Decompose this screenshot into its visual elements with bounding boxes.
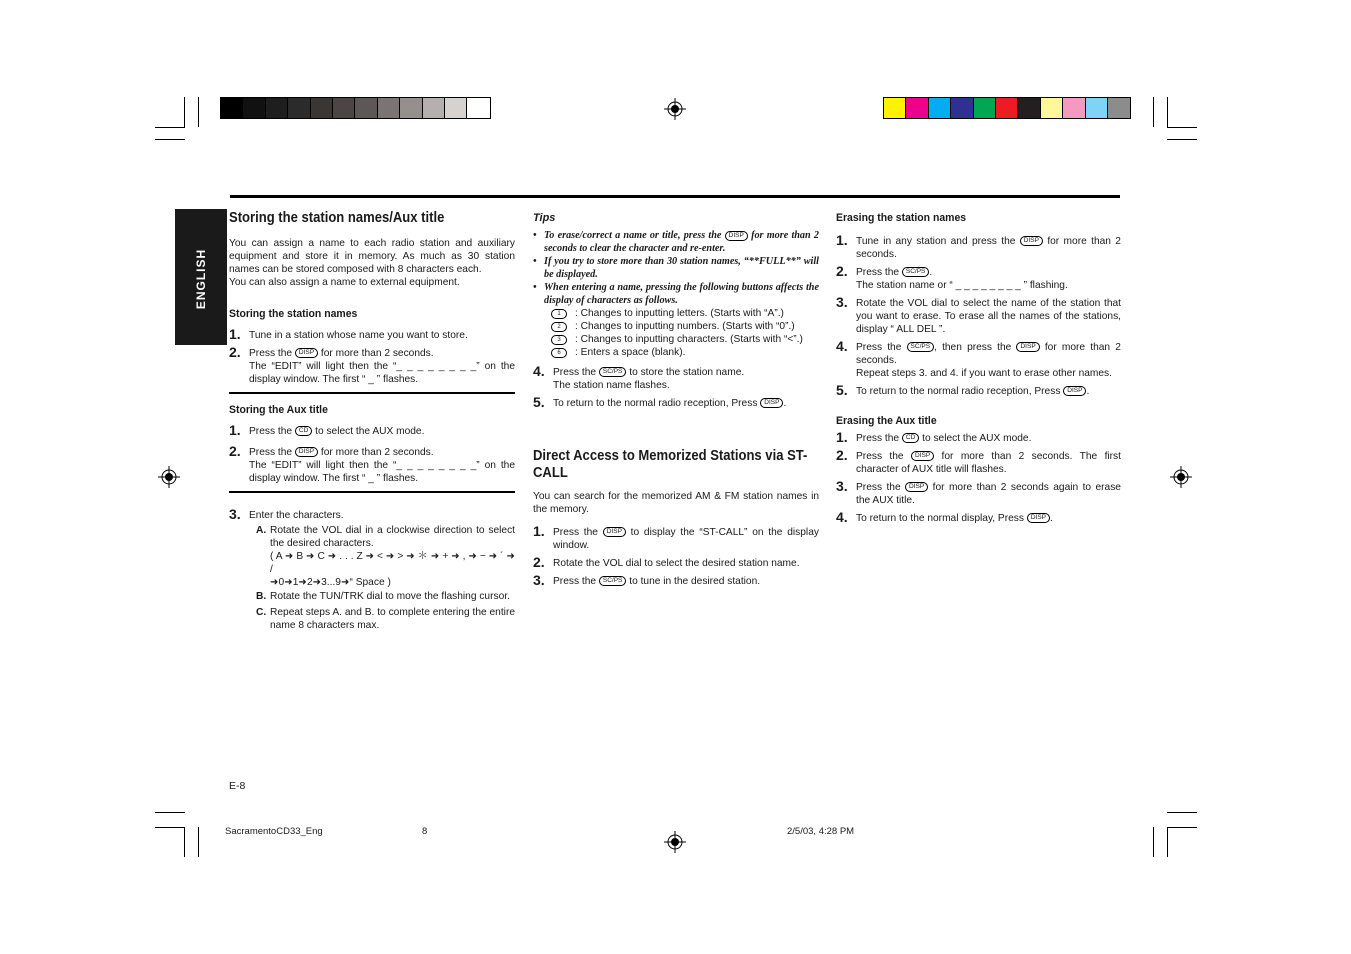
subsection-heading: Erasing the Aux title [836,415,937,427]
step: 4. Press the SC/PS , then press the DISP for more than 2 seconds. Repeat steps 3. and 4. if you want to erase other names. [836,338,1121,379]
crop-mark [1167,827,1197,828]
step: 2. Press the DISP for more than 2 seconds. The “EDIT” will light then the “_ _ _ _ _ _ _ _” on the display window. The first “ _ ” flashes. [229,443,515,484]
color-swatch [243,98,265,118]
step: 1. Press the CD to select the AUX mode. [229,422,425,438]
key-description: : Changes to inputting letters. (Starts with “A”.) [575,308,784,319]
step: 2. Press the SC/PS . The station name or “ _ _ _ _ _ _ _ _ ” flashing. [836,263,1068,291]
disp-button-icon: DISP [725,231,748,241]
color-swatch [996,98,1018,118]
color-swatch [266,98,288,118]
registration-mark-icon [664,831,686,853]
color-swatch [974,98,996,118]
intro-text: You can search for the memorized AM & FM station names in the memory. [533,491,819,515]
crop-mark [155,139,185,140]
tip-item: • When entering a name, pressing the following buttons affects the display of characters as follows. [533,282,819,306]
step: 4. Press the SC/PS to store the station name. The station name flashes. [533,363,745,391]
step: 2. Rotate the VOL dial to select the desired station name. [533,554,800,570]
number-key-icon: 1 [551,309,567,319]
key-description: : Changes to inputting numbers. (Starts with “0”.) [575,321,795,332]
subsection-heading: Erasing the station names [836,212,967,224]
sub-step: C. Repeat steps A. and B. to complete entering the entire name 8 characters max. [256,607,515,631]
column-middle [533,212,819,588]
scps-button-icon: SC/PS [902,267,930,277]
divider [229,491,515,493]
top-rule [230,195,1120,198]
step: 5. To return to the normal radio reception, Press DISP . [836,382,1090,398]
subsection-heading: Storing the Aux title [229,404,328,416]
color-swatch [333,98,355,118]
step: 1. Press the CD to select the AUX mode. [836,429,1032,445]
column-right [836,212,1121,525]
crop-mark [1167,127,1197,128]
number-key-icon: 3 [551,335,567,345]
tip-item: • If you try to store more than 30 station names, “**FULL**” will be displayed. [533,256,819,280]
disp-button-icon: DISP [905,482,928,492]
color-swatch [400,98,422,118]
step: 3. Press the DISP for more than 2 seconds again to erase the AUX title. [836,478,1121,506]
color-swatch [355,98,377,118]
color-swatch [951,98,973,118]
color-swatch [221,98,243,118]
scps-button-icon: SC/PS [599,367,627,377]
color-swatch [1108,98,1130,118]
crop-mark [155,127,185,128]
registration-mark-icon [158,466,180,488]
step: 3. Enter the characters. [229,506,344,522]
key-description: : Changes to inputting characters. (Starts with “<”.) [575,334,803,345]
crop-mark [1153,97,1154,127]
cd-button-icon: CD [295,426,312,436]
crop-mark [184,827,185,857]
page-number: E-8 [229,780,246,792]
key-description: : Enters a space (blank). [575,347,686,358]
grayscale-bar [220,97,491,119]
disp-button-icon: DISP [760,398,783,408]
cd-button-icon: CD [902,433,919,443]
crop-mark [1153,827,1154,857]
crop-mark [1167,827,1168,857]
disp-button-icon: DISP [295,447,318,457]
sub-step: B. Rotate the TUN/TRK dial to move the flashing cursor. [256,591,510,602]
key-row [551,346,819,359]
number-key-icon: 6 [551,348,567,358]
color-swatch [288,98,310,118]
key-row [551,320,819,333]
disp-button-icon: DISP [1063,386,1086,396]
divider [229,392,515,394]
tip-item: • To erase/correct a name or title, press the DISP for more than 2 seconds to clear the character and re-enter. [533,230,819,254]
color-swatch [423,98,445,118]
color-swatch [467,98,489,118]
crop-mark [1167,97,1168,127]
color-swatch [1041,98,1063,118]
color-swatch [884,98,906,118]
disp-button-icon: DISP [603,527,626,537]
language-label: ENGLISH [194,248,208,310]
registration-mark-icon [1170,466,1192,488]
scps-button-icon: SC/PS [907,342,935,352]
intro-text-2: You can also assign a name to external equipment. [229,277,460,288]
number-key-icon: 2 [551,322,567,332]
key-row [551,333,819,346]
step: 5. To return to the normal radio reception, Press DISP . [533,394,787,410]
registration-mark-icon [664,98,686,120]
tips-heading: Tips [533,212,556,224]
intro-text: You can assign a name to each radio station and auxiliary equipment and store it in memory. As much as 30 station names can be stored composed with 8 characters each. [229,238,515,275]
section-title: Direct Access to Memorized Stations via ST-CALL [533,448,808,481]
step: 2. Press the DISP for more than 2 seconds. The “EDIT” will light then the “_ _ _ _ _ _ _ _” on the display window. The first “ _ ” flashes. [229,344,515,385]
step: 4. To return to the normal display, Press DISP . [836,509,1053,525]
color-bar [883,97,1131,119]
step: 2. Press the DISP for more than 2 seconds. The first character of AUX title will flashes. [836,447,1121,475]
crop-mark [184,97,185,127]
footer-page: 8 [422,826,428,837]
footer-filename: SacramentoCD33_Eng [225,826,323,837]
color-swatch [1086,98,1108,118]
color-swatch [311,98,333,118]
step: 3. Rotate the VOL dial to select the name of the station that you want to erase. To erase all the names of the stations, display “ ALL DEL ”. [836,294,1121,335]
color-swatch [445,98,467,118]
key-row [551,307,819,320]
disp-button-icon: DISP [911,451,934,461]
color-swatch [1018,98,1040,118]
crop-mark [198,827,199,857]
crop-mark [1167,812,1197,813]
section-title: Storing the station names/Aux title [229,210,445,226]
column-left [229,210,515,632]
key-list [533,307,819,359]
crop-mark [198,97,199,127]
color-swatch [1063,98,1085,118]
color-swatch [929,98,951,118]
step: 3. Press the SC/PS to tune in the desired station. [533,572,761,588]
disp-button-icon: DISP [1027,513,1050,523]
language-tab [175,209,227,345]
disp-button-icon: DISP [1020,236,1043,246]
crop-mark [1167,139,1197,140]
disp-button-icon: DISP [1016,342,1039,352]
sub-step: A. Rotate the VOL dial in a clockwise direction to select the desired characters. ( A ➜ B ➜ C ➜ . . . Z ➜ < ➜ > ➜ ＊ ➜ + ➜ , ➜ − ➜ ´ ➜ / ➜0➜1➜2➜3...9➜“ Space ) [256,525,515,588]
subsection-heading: Storing the station names [229,308,358,320]
crop-mark [155,827,185,828]
step: 1. Tune in any station and press the DISP for more than 2 seconds. [836,232,1121,260]
color-swatch [378,98,400,118]
disp-button-icon: DISP [295,348,318,358]
color-swatch [906,98,928,118]
footer-date: 2/5/03, 4:28 PM [787,826,855,837]
step: 1. Press the DISP to display the “ST-CALL” on the display window. [533,523,819,551]
crop-mark [155,812,185,813]
step: 1. Tune in a station whose name you want to store. [229,326,468,342]
scps-button-icon: SC/PS [599,576,627,586]
